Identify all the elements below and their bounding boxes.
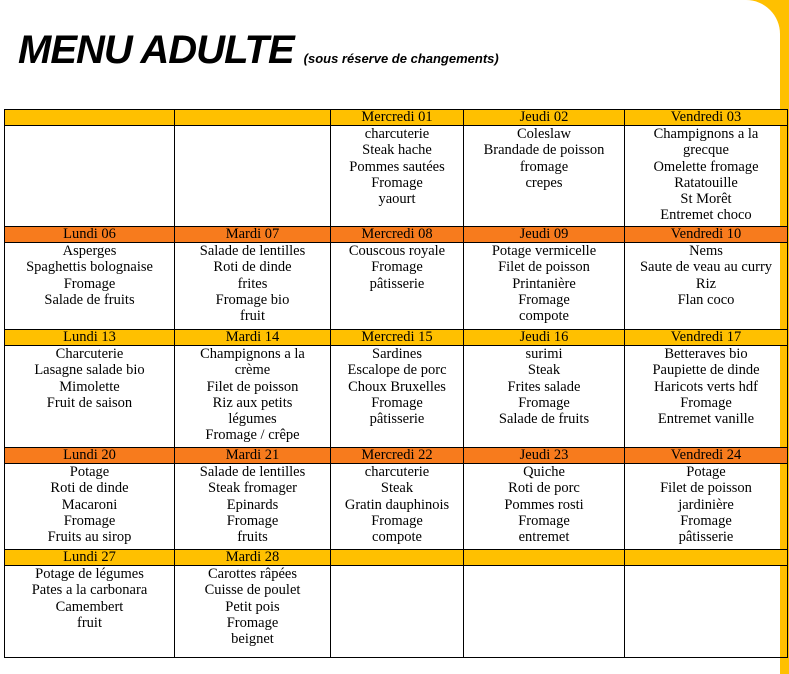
dish-item: entremet — [518, 529, 570, 546]
day-header: Lundi 27 — [5, 550, 175, 566]
week-dishes-row — [5, 464, 788, 550]
dish-item: Potage vermicelle — [491, 243, 597, 259]
dish-item: Potage de légumes — [35, 566, 144, 582]
dish-item: Roti de dinde — [50, 480, 129, 497]
dish-item: compote — [372, 529, 422, 546]
dish-item: Escalope de porc — [347, 362, 447, 379]
dish-item: Fromage — [518, 291, 570, 308]
dish-item: Petit pois — [225, 598, 280, 615]
dish-item: Salade de lentilles — [199, 464, 306, 480]
day-header — [5, 110, 175, 126]
day-menu-cell — [625, 464, 788, 550]
day-menu-cell — [5, 346, 175, 448]
dish-item: pâtisserie — [678, 529, 734, 546]
day-menu-cell — [5, 566, 175, 658]
dish-item: Potage — [69, 464, 110, 480]
day-header: Lundi 20 — [5, 448, 175, 464]
week-header-row — [5, 227, 788, 243]
dish-item: Sardines — [372, 346, 422, 362]
dish-item: jardinière — [678, 496, 734, 513]
dish-item: Salade de fruits — [44, 291, 135, 308]
dish-item: Riz — [695, 275, 717, 292]
dish-item: Charcuterie — [55, 346, 124, 362]
dish-item: Fromage — [226, 614, 279, 631]
day-header: Mercredi 08 — [331, 227, 464, 243]
dish-item: Coleslaw — [517, 126, 571, 142]
dish-item: Pates a la carbonara — [31, 582, 148, 599]
dish-item: charcuterie — [364, 126, 430, 142]
dish-item: Ratatouille — [674, 174, 738, 191]
dish-item: Riz aux petits — [212, 394, 293, 411]
day-menu-cell — [331, 566, 464, 658]
dish-item: Paupiette de dinde — [652, 362, 760, 379]
dish-item: fruit — [77, 614, 102, 631]
dish-item: beignet — [231, 631, 274, 648]
dish-item: Fromage — [680, 394, 732, 411]
dish-item: Champignons a la — [653, 126, 759, 142]
day-header: Vendredi 03 — [625, 110, 788, 126]
week-dishes-row — [5, 243, 788, 330]
dish-item: Printanière — [512, 275, 576, 292]
dish-item: Omelette fromage — [653, 158, 759, 175]
day-menu-cell — [331, 464, 464, 550]
dish-item: Mimolette — [59, 378, 120, 395]
dish-item: Choux Bruxelles — [348, 378, 446, 395]
dish-item: Epinards — [226, 496, 279, 513]
day-menu-cell — [5, 464, 175, 550]
day-header — [175, 110, 331, 126]
dish-item: Betteraves bio — [664, 346, 748, 362]
week-dishes-row — [5, 566, 788, 658]
day-header: Mercredi 01 — [331, 110, 464, 126]
day-menu-cell — [464, 126, 625, 227]
day-menu-cell — [625, 126, 788, 227]
day-header: Jeudi 02 — [464, 110, 625, 126]
dish-item: Champignons a la — [200, 346, 305, 362]
dish-item: charcuterie — [364, 464, 430, 480]
dish-item: crème — [234, 362, 271, 379]
dish-item: Lasagne salade bio — [34, 362, 145, 379]
dish-item: Fromage — [371, 174, 423, 191]
day-menu-cell — [464, 464, 625, 550]
dish-item: Quiche — [523, 464, 565, 480]
page-subtitle: (sous réserve de changements) — [303, 51, 499, 66]
dish-item: Fromage / crêpe — [205, 427, 300, 444]
week-header-row — [5, 330, 788, 346]
day-header: Jeudi 23 — [464, 448, 625, 464]
week-dishes-row — [5, 346, 788, 448]
dish-item: Entremet vanille — [657, 411, 755, 428]
day-header — [331, 550, 464, 566]
dish-item: Roti de porc — [508, 480, 580, 497]
day-menu-cell — [175, 126, 331, 227]
week-dishes-row — [5, 126, 788, 227]
day-menu-cell — [464, 346, 625, 448]
day-header: Mercredi 15 — [331, 330, 464, 346]
dish-item: Filet de poisson — [206, 378, 299, 395]
day-header: Vendredi 10 — [625, 227, 788, 243]
title-row — [18, 28, 499, 73]
day-header: Jeudi 16 — [464, 330, 625, 346]
day-menu-cell — [175, 464, 331, 550]
week-header-row — [5, 448, 788, 464]
dish-item: Steak hache — [362, 142, 432, 159]
dish-item: yaourt — [378, 191, 416, 208]
day-menu-cell — [625, 566, 788, 658]
dish-item: fruits — [237, 529, 268, 546]
dish-item: Fromage — [226, 512, 279, 529]
dish-item: Entremet choco — [660, 207, 752, 224]
dish-item: Steak fromager — [208, 480, 297, 497]
dish-item: grecque — [683, 142, 729, 159]
dish-item: Fromage — [371, 512, 423, 529]
dish-item: St Morêt — [680, 191, 732, 208]
dish-item: Cuisse de poulet — [204, 582, 301, 599]
dish-item: Roti de dinde — [213, 259, 292, 276]
dish-item: Flan coco — [677, 291, 735, 308]
day-header: Mardi 07 — [175, 227, 331, 243]
dish-item: Fromage bio — [215, 291, 290, 308]
day-header: Mardi 21 — [175, 448, 331, 464]
day-header: Vendredi 17 — [625, 330, 788, 346]
dish-item: Filet de poisson — [498, 259, 590, 276]
week-header-row — [5, 110, 788, 126]
day-header: Jeudi 09 — [464, 227, 625, 243]
day-menu-cell — [331, 126, 464, 227]
day-header: Mardi 28 — [175, 550, 331, 566]
day-menu-cell — [464, 243, 625, 330]
dish-item: Fromage — [518, 512, 570, 529]
dish-item: Filet de poisson — [660, 480, 752, 497]
dish-item: fromage — [519, 158, 569, 175]
dish-item: Fruit de saison — [46, 394, 133, 411]
dish-item: Frites salade — [507, 378, 581, 395]
dish-item: Spaghettis bolognaise — [26, 259, 153, 276]
dish-item: légumes — [228, 411, 277, 428]
dish-item: Steak — [380, 480, 414, 497]
dish-item: Fromage — [518, 394, 570, 411]
dish-item: Nems — [689, 243, 723, 259]
day-header — [625, 550, 788, 566]
day-menu-cell — [175, 243, 331, 330]
dish-item: Haricots verts hdf — [654, 378, 758, 395]
day-header — [464, 550, 625, 566]
dish-item: Salade de fruits — [498, 411, 590, 428]
dish-item: surimi — [525, 346, 563, 362]
dish-item: Saute de veau au curry — [639, 259, 773, 276]
dish-item: Potage — [686, 464, 726, 480]
week-header-row — [5, 550, 788, 566]
dish-item: Fromage — [371, 394, 423, 411]
dish-item: Salade de lentilles — [199, 243, 306, 259]
dish-item: crepes — [525, 174, 563, 191]
day-menu-cell — [331, 243, 464, 330]
menu-table — [4, 109, 788, 658]
day-header: Mardi 14 — [175, 330, 331, 346]
dish-item: Gratin dauphinois — [344, 496, 450, 513]
dish-item: Carottes râpées — [208, 566, 297, 582]
dish-item: Macaroni — [61, 496, 118, 513]
day-menu-cell — [464, 566, 625, 658]
day-header: Lundi 06 — [5, 227, 175, 243]
dish-item: Brandade de poisson — [483, 142, 605, 159]
day-menu-cell — [331, 346, 464, 448]
dish-item: Camembert — [55, 598, 124, 615]
day-header: Vendredi 24 — [625, 448, 788, 464]
dish-item: Fromage — [63, 275, 116, 292]
dish-item: Asperges — [62, 243, 117, 259]
day-menu-cell — [625, 346, 788, 448]
dish-item: compote — [519, 308, 569, 325]
dish-item: Fromage — [680, 512, 732, 529]
day-menu-cell — [175, 346, 331, 448]
dish-item: Fromage — [63, 512, 116, 529]
dish-item: Fruits au sirop — [47, 529, 132, 546]
day-header: Lundi 13 — [5, 330, 175, 346]
dish-item: Steak — [527, 362, 561, 379]
dish-item: Couscous royale — [348, 243, 446, 259]
day-menu-cell — [5, 126, 175, 227]
dish-item: Fromage — [371, 259, 423, 276]
day-menu-cell — [5, 243, 175, 330]
day-menu-cell — [175, 566, 331, 658]
day-menu-cell — [625, 243, 788, 330]
day-header: Mercredi 22 — [331, 448, 464, 464]
dish-item: pâtisserie — [369, 275, 425, 292]
dish-item: pâtisserie — [369, 411, 425, 428]
page-title: MENU ADULTE — [18, 28, 294, 72]
dish-item: Pommes sautées — [349, 158, 445, 175]
dish-item: frites — [237, 275, 268, 292]
dish-item: fruit — [240, 308, 265, 325]
dish-item: Pommes rosti — [504, 496, 584, 513]
